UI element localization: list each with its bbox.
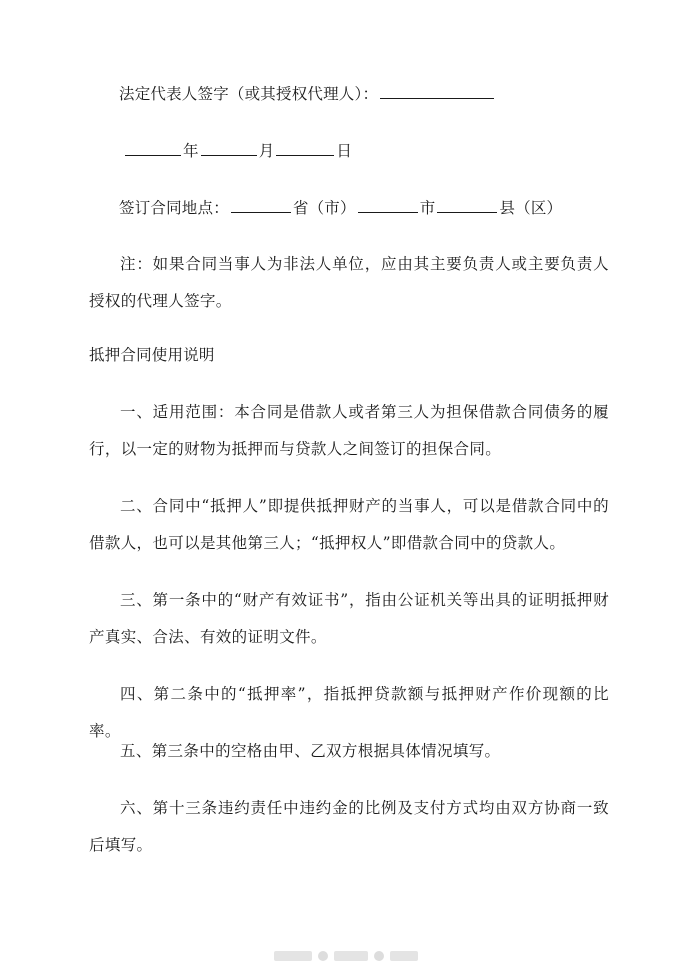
month-label: 月 — [258, 142, 275, 160]
instruction-item-3: 三、第一条中的“财产有效证书”，指由公证机关等出具的证明抵押财产真实、合法、有效的证明文件。 — [89, 591, 609, 646]
instruction-item-6: 六、第十三条违约责任中违约金的比例及支付方式均由双方协商一致后填写。 — [89, 799, 609, 854]
note-paragraph: 注：如果合同当事人为非法人单位，应由其主要负责人或主要负责人授权的代理人签字。 — [89, 255, 609, 310]
city-label: 市 — [419, 199, 436, 217]
instruction-item-5: 五、第三条中的空格由甲、乙双方根据具体情况填写。 — [120, 742, 501, 760]
signature-blank — [380, 84, 494, 99]
watermark-logo — [262, 945, 430, 967]
year-blank — [125, 141, 181, 156]
instruction-item-4: 四、第二条中的“抵押率”，指抵押贷款额与抵押财产作价现额的比率。 — [89, 685, 609, 740]
location-label: 签订合同地点： — [119, 199, 229, 217]
signature-label: 法定代表人签字（或其授权代理人）： — [119, 85, 379, 103]
city-blank — [358, 198, 418, 213]
location-line — [119, 198, 562, 218]
instruction-item-1: 一、适用范围：本合同是借款人或者第三人为担保借款合同债务的履行，以一定的财物为抵押而与贷款人之间签订的担保合同。 — [89, 403, 609, 458]
county-label: 县（区） — [499, 199, 563, 217]
year-label: 年 — [183, 142, 199, 160]
instruction-item-2: 二、合同中“抵押人”即提供抵押财产的当事人，可以是借款合同中的借款人，也可以是其他第三人；“抵押权人”即借款合同中的贷款人。 — [89, 497, 609, 552]
day-label: 日 — [336, 142, 353, 160]
county-blank — [437, 198, 497, 213]
signature-line — [119, 84, 496, 104]
instructions-heading: 抵押合同使用说明 — [89, 346, 215, 364]
day-blank — [276, 141, 334, 156]
province-blank — [231, 198, 291, 213]
date-line — [123, 141, 352, 161]
month-blank — [201, 141, 257, 156]
province-label: 省（市） — [292, 199, 356, 217]
